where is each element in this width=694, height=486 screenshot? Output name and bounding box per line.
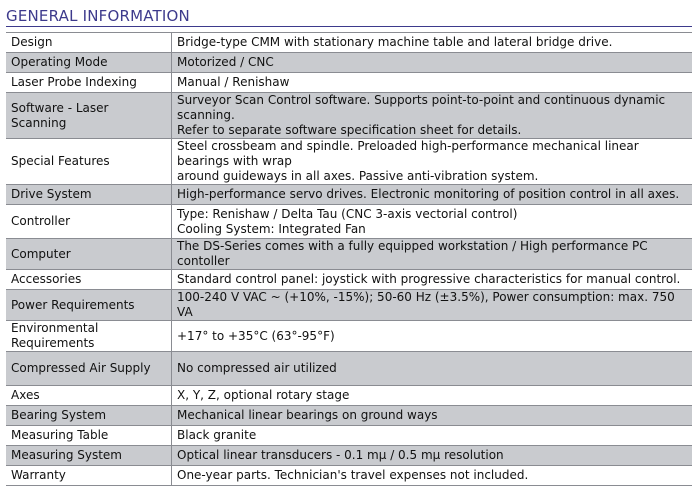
spec-value: X, Y, Z, optional rotary stage [172, 386, 693, 406]
spec-row [6, 239, 692, 270]
spec-row [6, 205, 692, 239]
spec-value: Steel crossbeam and spindle. Preloaded high-performance mechanical linear bearings with wrap around guideways in all axes. Passive anti-vibration system. [172, 139, 693, 185]
spec-label: Bearing System [6, 406, 172, 426]
spec-label: Measuring System [6, 446, 172, 466]
spec-row [6, 270, 692, 290]
spec-value: No compressed air utilized [172, 352, 693, 386]
spec-row [6, 290, 692, 321]
spec-value: Optical linear transducers - 0.1 mμ / 0.5 mμ resolution [172, 446, 693, 466]
spec-row [6, 185, 692, 205]
title-divider [6, 26, 692, 27]
spec-value: Bridge-type CMM with stationary machine table and lateral bridge drive. [172, 33, 693, 53]
spec-row [6, 139, 692, 185]
spec-label: Laser Probe Indexing [6, 73, 172, 93]
spec-row [6, 426, 692, 446]
spec-value: Black granite [172, 426, 693, 446]
spec-label: Measuring Table [6, 426, 172, 446]
spec-value: 100-240 V VAC ~ (+10%, -15%); 50-60 Hz (±3.5%), Power consumption: max. 750 VA [172, 290, 693, 321]
section-title: GENERAL INFORMATION [6, 7, 190, 25]
spec-label: Software - Laser Scanning [6, 93, 172, 139]
spec-row [6, 93, 692, 139]
spec-row [6, 73, 692, 93]
spec-row [6, 321, 692, 352]
spec-value: Motorized / CNC [172, 53, 693, 73]
spec-label: Design [6, 33, 172, 53]
spec-value: Mechanical linear bearings on ground ways [172, 406, 693, 426]
spec-value: Type: Renishaw / Delta Tau (CNC 3-axis vectorial control) Cooling System: Integrated Fan [172, 205, 693, 239]
spec-row [6, 406, 692, 426]
spec-value: One-year parts. Technician's travel expenses not included. [172, 466, 693, 486]
spec-row [6, 53, 692, 73]
spec-table [6, 32, 692, 486]
spec-value: Manual / Renishaw [172, 73, 693, 93]
spec-row [6, 352, 692, 386]
spec-row [6, 386, 692, 406]
spec-label: Accessories [6, 270, 172, 290]
spec-label: Warranty [6, 466, 172, 486]
spec-value: +17° to +35°C (63°-95°F) [172, 321, 693, 352]
spec-label: Power Requirements [6, 290, 172, 321]
spec-value: The DS-Series comes with a fully equipped workstation / High performance PC contoller [172, 239, 693, 270]
spec-label: Drive System [6, 185, 172, 205]
spec-label: Special Features [6, 139, 172, 185]
spec-label: Controller [6, 205, 172, 239]
spec-value: Surveyor Scan Control software. Supports point-to-point and continuous dynamic scanning. Refer to separate software specification sheet for details. [172, 93, 693, 139]
spec-label: Environmental Requirements [6, 321, 172, 352]
spec-label: Axes [6, 386, 172, 406]
spec-row [6, 446, 692, 466]
spec-label: Computer [6, 239, 172, 270]
spec-value: Standard control panel: joystick with progressive characteristics for manual control. [172, 270, 693, 290]
spec-row [6, 466, 692, 486]
spec-table-body [6, 33, 692, 486]
spec-row [6, 33, 692, 53]
spec-label: Compressed Air Supply [6, 352, 172, 386]
spec-value: High-performance servo drives. Electronic monitoring of position control in all axes. [172, 185, 693, 205]
spec-label: Operating Mode [6, 53, 172, 73]
